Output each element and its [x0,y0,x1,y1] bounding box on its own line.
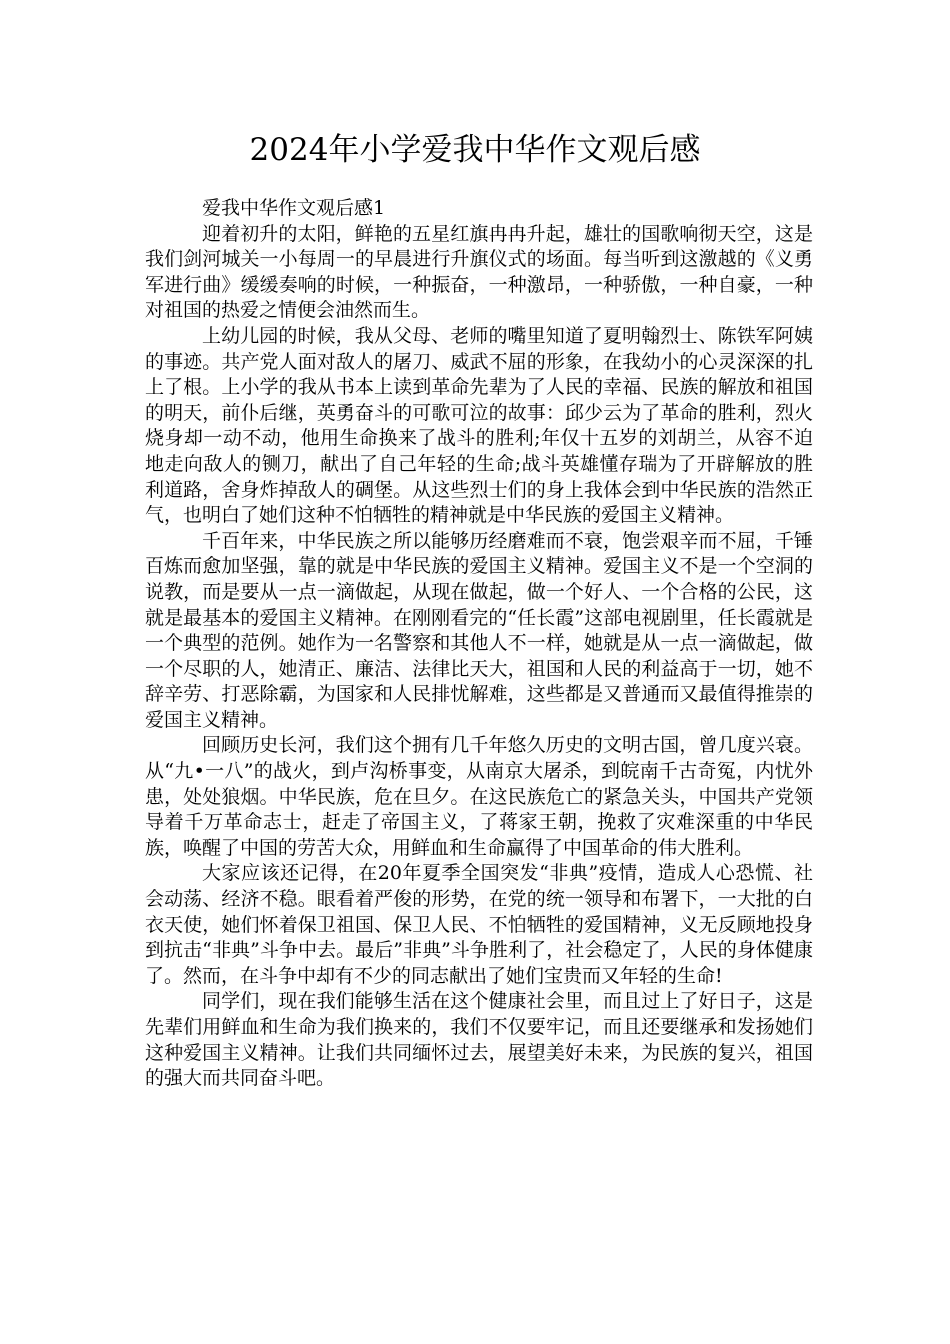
paragraph-2: 上幼儿园的时候，我从父母、老师的嘴里知道了夏明翰烈士、陈铁军阿姨的事迹。共产党人面对敌人的屠刀、威武不屈的形象，在我幼小的心灵深深的扎上了根。上小学的我从书本上读到革命先辈为了人民的幸福、民族的解放和祖国的明天，前仆后继，英勇奋斗的可歌可泣的故事：邱少云为了革命的胜利，烈火烧身却一动不动，他用生命换来了战斗的胜利;年仅十五岁的刘胡兰，从容不迫地走向敌人的铡刀，献出了自己年轻的生命;战斗英雄懂存瑞为了开辟解放的胜利道路，舍身炸掉敌人的碉堡。从这些烈士们的身上我体会到中华民族的浩然正气，也明白了她们这种不怕牺牲的精神就是中华民族的爱国主义精神。 [145,324,813,527]
document-title: 2024年小学爱我中华作文观后感 [249,132,701,168]
paragraph-4: 回顾历史长河，我们这个拥有几千年悠久历史的文明古国，曾几度兴衰。从“九•一八”的战火，到卢沟桥事变，从南京大屠杀，到皖南千古奇冤，内忧外患，处处狼烟。中华民族，危在旦夕。在这民族危亡的紧急关头，中国共产党领导着千万革命志士，赶走了帝国主义，了蒋家王朝，挽救了灾难深重的中华民族，唤醒了中国的劳苦大众，用鲜血和生命赢得了中国革命的伟大胜利。 [145,734,813,859]
paragraph-5: 大家应该还记得，在20年夏季全国突发“非典”疫情，造成人心恐慌、社会动荡、经济不稳。眼看着严俊的形势，在党的统一领导和布署下，一大批的白衣天使，她们怀着保卫祖国、保卫人民、不怕牺牲的爱国精神，义无反顾地投身到抗击“非典”斗争中去。最后”非典”斗争胜利了，社会稳定了，人民的身体健康了。然而，在斗争中却有不少的同志献出了她们宝贵而又年轻的生命! [145,862,813,987]
paragraph-1: 迎着初升的太阳，鲜艳的五星红旗冉冉升起，雄壮的国歌响彻天空，这是我们剑河城关一小每周一的早晨进行升旗仪式的场面。每当听到这激越的《义勇军进行曲》缓缓奏响的时候，一种振奋，一种激昂，一种骄傲，一种自豪，一种对祖国的热爱之情便会油然而生。 [145,222,813,322]
paragraph-3: 千百年来，中华民族之所以能够历经磨难而不衰，饱尝艰辛而不屈，千锤百炼而愈加坚强，靠的就是中华民族的爱国主义精神。爱国主义不是一个空洞的说教，而是要从一点一滴做起，从现在做起，做一个好人、一个合格的公民，这就是最基本的爱国主义精神。在刚刚看完的“任长霞”这部电视剧里，任长霞就是一个典型的范例。她作为一名警察和其他人不一样，她就是从一点一滴做起，做一个尽职的人，她清正、廉洁、法律比天大，祖国和人民的利益高于一切，她不辞辛劳、打恶除霸，为国家和人民排忧解难，这些都是又普通而又最值得推崇的爱国主义精神。 [145,529,813,731]
paragraph-6: 同学们，现在我们能够生活在这个健康社会里，而且过上了好日子，这是先辈们用鲜血和生命为我们换来的，我们不仅要牢记，而且还要继承和发扬她们这种爱国主义精神。让我们共同缅怀过去，展望美好未来，为民族的复兴，祖国的强大而共同奋斗吧。 [145,990,813,1090]
essay-subtitle: 爱我中华作文观后感1 [202,197,386,219]
document-body [145,196,813,1092]
